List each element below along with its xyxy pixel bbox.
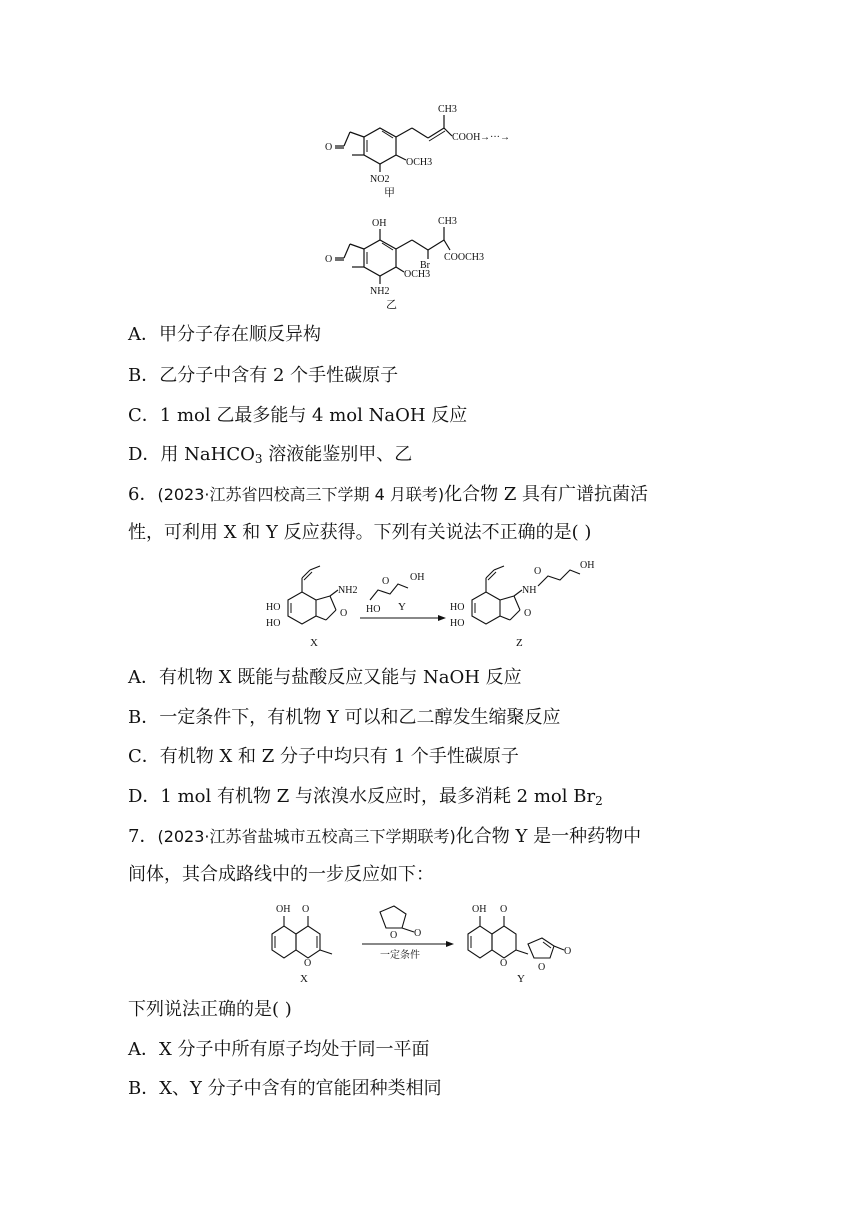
x7-oh-label: OH: [276, 904, 291, 915]
x7-caption: X: [300, 973, 308, 985]
x-o-label: O: [340, 608, 348, 619]
q5-option-c: C．1 mol 乙最多能与 4 mol NaOH 反应: [128, 405, 468, 426]
q7-option-a: A．X 分子中所有原子均处于同一平面: [128, 1039, 430, 1060]
y7-o-label-2: O: [500, 958, 508, 969]
q6-option-a: A．有机物 X 既能与盐酸反应又能与 NaOH 反应: [128, 667, 522, 688]
jia-arrow: →···→: [480, 132, 510, 143]
y-oh-label: OH: [410, 572, 425, 583]
q7-reaction-scheme: [262, 898, 602, 990]
q6-option-c: C．有机物 X 和 Z 分子中均只有 1 个手性碳原子: [128, 746, 519, 767]
q6-option-b: B．一定条件下，有机物 Y 可以和乙二醇发生缩聚反应: [128, 707, 561, 728]
y7-o-label-3: O: [538, 962, 546, 973]
q7-source: (2023·江苏省盐城市五校高三下学期联考): [157, 827, 456, 846]
q7-stem-line-3: 下列说法正确的是( ): [128, 999, 292, 1020]
y-ho-label: HO: [366, 604, 381, 615]
yi-oh-label: OH: [372, 218, 387, 229]
q6-option-d-text: D．1 mol 有机物 Z 与浓溴水反应时，最多消耗 2 mol Br: [128, 786, 596, 807]
reaction-condition: 一定条件: [380, 950, 420, 961]
q7-stem-line-1: [128, 825, 641, 849]
q5-option-a: A．甲分子存在顺反异构: [128, 324, 321, 345]
q6-number: 6．: [128, 484, 158, 505]
x-ho-label-2: HO: [266, 618, 281, 629]
q5-option-d: [128, 443, 412, 467]
z-caption: Z: [516, 637, 523, 649]
q5-option-d-text: D．用 NaHCO: [128, 444, 255, 465]
q7-stem-text: 化合物 Y 是一种药物中: [455, 826, 642, 847]
q6-reaction-scheme: [258, 560, 608, 655]
q7-option-b: B．X、Y 分子中含有的官能团种类相同: [128, 1078, 442, 1099]
y7-caption: Y: [517, 973, 525, 985]
z-oh-label: OH: [580, 560, 595, 571]
x-nh2-label: NH2: [338, 585, 358, 596]
y7-o-label-4: O: [564, 946, 572, 957]
x-caption: X: [310, 637, 318, 649]
q7-number: 7．: [128, 826, 158, 847]
y7-o-label-1: O: [500, 904, 508, 915]
jia-och3-label: OCH3: [406, 157, 433, 168]
yi-ch3-label: CH3: [438, 216, 457, 227]
q7-stem-line-2: 间体，其合成路线中的一步反应如下：: [128, 864, 434, 885]
q6-stem-text: 化合物 Z 具有广谱抗菌活: [444, 484, 649, 505]
x7-o-label-2: O: [304, 958, 312, 969]
q6-stem-line-2: 性，可利用 X 和 Y 反应获得。下列有关说法不正确的是( ): [128, 522, 592, 543]
z-ho-label-1: HO: [450, 602, 465, 613]
yi-br-label: Br: [420, 260, 430, 271]
q5-structure-yi: [320, 212, 520, 312]
jia-caption: 甲: [384, 187, 395, 199]
x7-o-label-1: O: [302, 904, 310, 915]
jia-o-label: O: [325, 142, 333, 153]
yi-caption: 乙: [386, 299, 397, 311]
y-caption: Y: [398, 601, 406, 613]
z-nh-label: NH: [522, 585, 537, 596]
reagent-o-label-1: O: [390, 930, 398, 941]
yi-och3-label: OCH3: [404, 269, 431, 280]
q5-option-d-text-end: 溶液能鉴别甲、乙: [262, 444, 413, 465]
jia-cooh-label: COOH: [452, 132, 481, 143]
reagent-o-label-2: O: [414, 928, 422, 939]
yi-o-label: O: [325, 254, 333, 265]
q6-source: (2023·江苏省四校高三下学期 4 月联考): [157, 485, 445, 504]
yi-nh2-label: NH2: [370, 286, 390, 297]
y-o-label: O: [382, 576, 390, 587]
q6-stem-line-1: [128, 483, 648, 507]
jia-no2-label: NO2: [370, 174, 390, 185]
q5-option-b: B．乙分子中含有 2 个手性碳原子: [128, 365, 399, 386]
y7-oh-label: OH: [472, 904, 487, 915]
yi-cooch3-label: COOCH3: [444, 252, 485, 263]
q6-option-d: [128, 785, 603, 809]
q5-structure-jia: [320, 100, 550, 200]
z-o-label-2: O: [524, 608, 532, 619]
q5-option-d-sub: 3: [254, 452, 263, 466]
jia-ch3-label: CH3: [438, 104, 457, 115]
x-ho-label-1: HO: [266, 602, 281, 613]
q6-option-d-sub: 2: [595, 794, 603, 808]
z-ho-label-2: HO: [450, 618, 465, 629]
z-o-label-1: O: [534, 566, 542, 577]
